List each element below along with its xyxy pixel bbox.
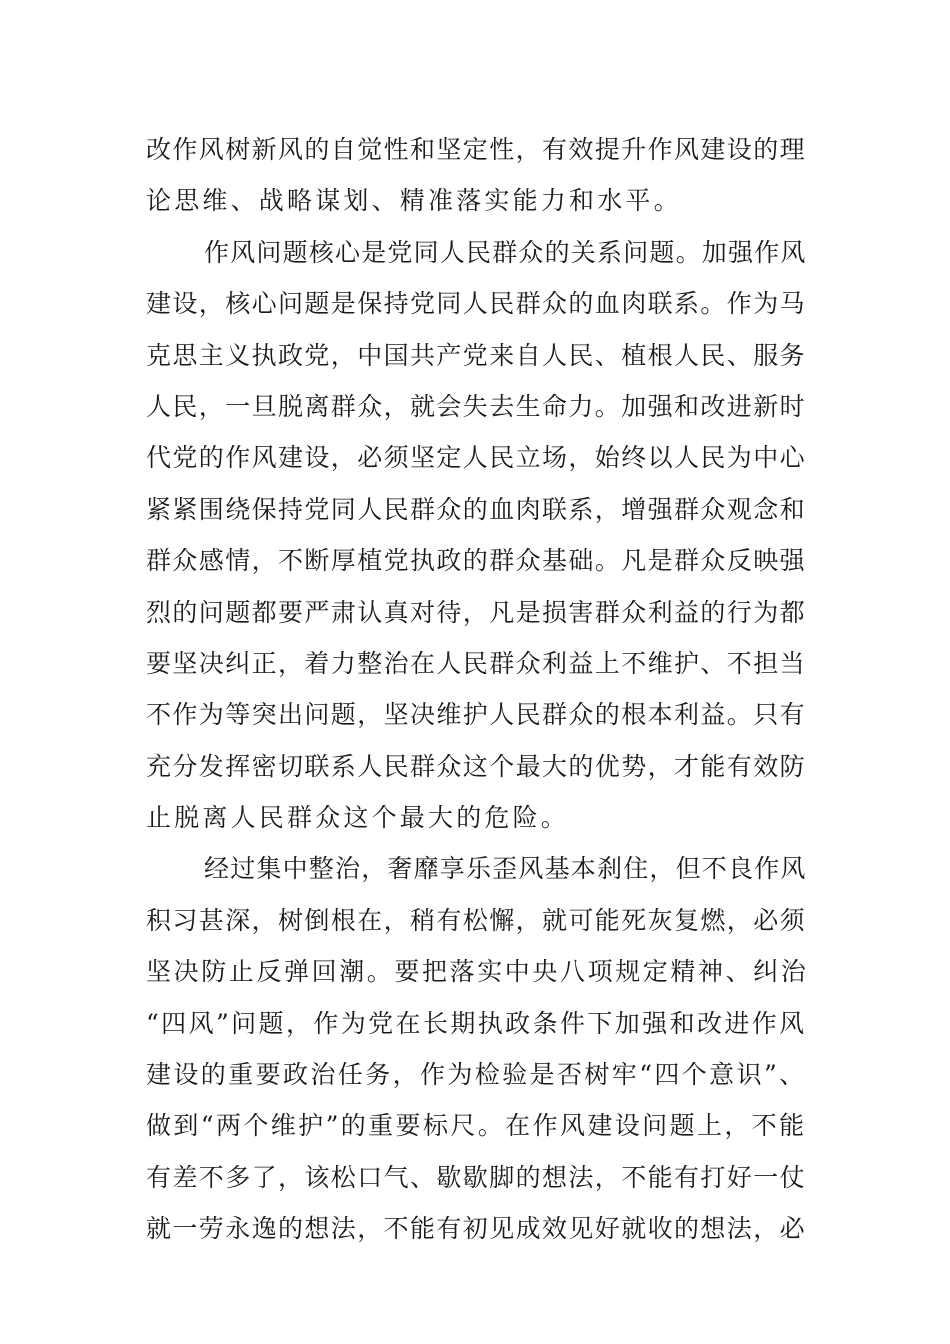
text-line: 有差不多了，该松口气、歇歇脚的想法，不能有打好一仗 bbox=[146, 1162, 807, 1192]
text-line: 人民，一旦脱离群众，就会失去生命力。加强和改进新时 bbox=[146, 391, 807, 421]
text-line: 论思维、战略谋划、精准落实能力和水平。 bbox=[146, 186, 682, 216]
text-line: 做到“两个维护”的重要标尺。在作风建设问题上，不能 bbox=[146, 1111, 807, 1141]
text-line: 坚决防止反弹回潮。要把落实中央八项规定精神、纠治 bbox=[146, 957, 809, 987]
text-line: 改作风树新风的自觉性和坚定性，有效提升作风建设的理 bbox=[146, 135, 807, 164]
text-line: 烈的问题都要严肃认真对待，凡是损害群众利益的行为都 bbox=[146, 597, 807, 627]
text-line: 止脱离人民群众这个最大的危险。 bbox=[146, 803, 570, 833]
paragraph-start-line: 经过集中整治，奢靡享乐歪风基本刹住，但不良作风 bbox=[204, 854, 807, 884]
paragraph-start-line: 作风问题核心是党同人民群众的关系问题。加强作风 bbox=[204, 237, 807, 267]
text-line: 充分发挥密切联系人民群众这个最大的优势，才能有效防 bbox=[146, 751, 807, 781]
text-line: 就一劳永逸的想法，不能有初见成效见好就收的想法，必 bbox=[146, 1214, 807, 1244]
text-line: 要坚决纠正，着力整治在人民群众利益上不维护、不担当 bbox=[146, 648, 807, 678]
body-text bbox=[146, 124, 810, 1255]
text-line: 群众感情，不断厚植党执政的群众基础。凡是群众反映强 bbox=[146, 546, 807, 576]
text-line: 克思主义执政党，中国共产党来自人民、植根人民、服务 bbox=[146, 340, 807, 370]
text-line: 不作为等突出问题，坚决维护人民群众的根本利益。只有 bbox=[146, 700, 807, 730]
text-line: 代党的作风建设，必须坚定人民立场，始终以人民为中心 bbox=[146, 443, 807, 473]
text-line: 建设的重要政治任务，作为检验是否树牢“四个意识”、 bbox=[146, 1060, 807, 1090]
text-line: 紧紧围绕保持党同人民群众的血肉联系，增强群众观念和 bbox=[146, 494, 807, 524]
text-line: 积习甚深，树倒根在，稍有松懈，就可能死灰复燃，必须 bbox=[146, 905, 807, 935]
text-line: 建设，核心问题是保持党同人民群众的血肉联系。作为马 bbox=[146, 289, 807, 319]
text-line: “四风”问题，作为党在长期执政条件下加强和改进作风 bbox=[146, 1008, 807, 1038]
